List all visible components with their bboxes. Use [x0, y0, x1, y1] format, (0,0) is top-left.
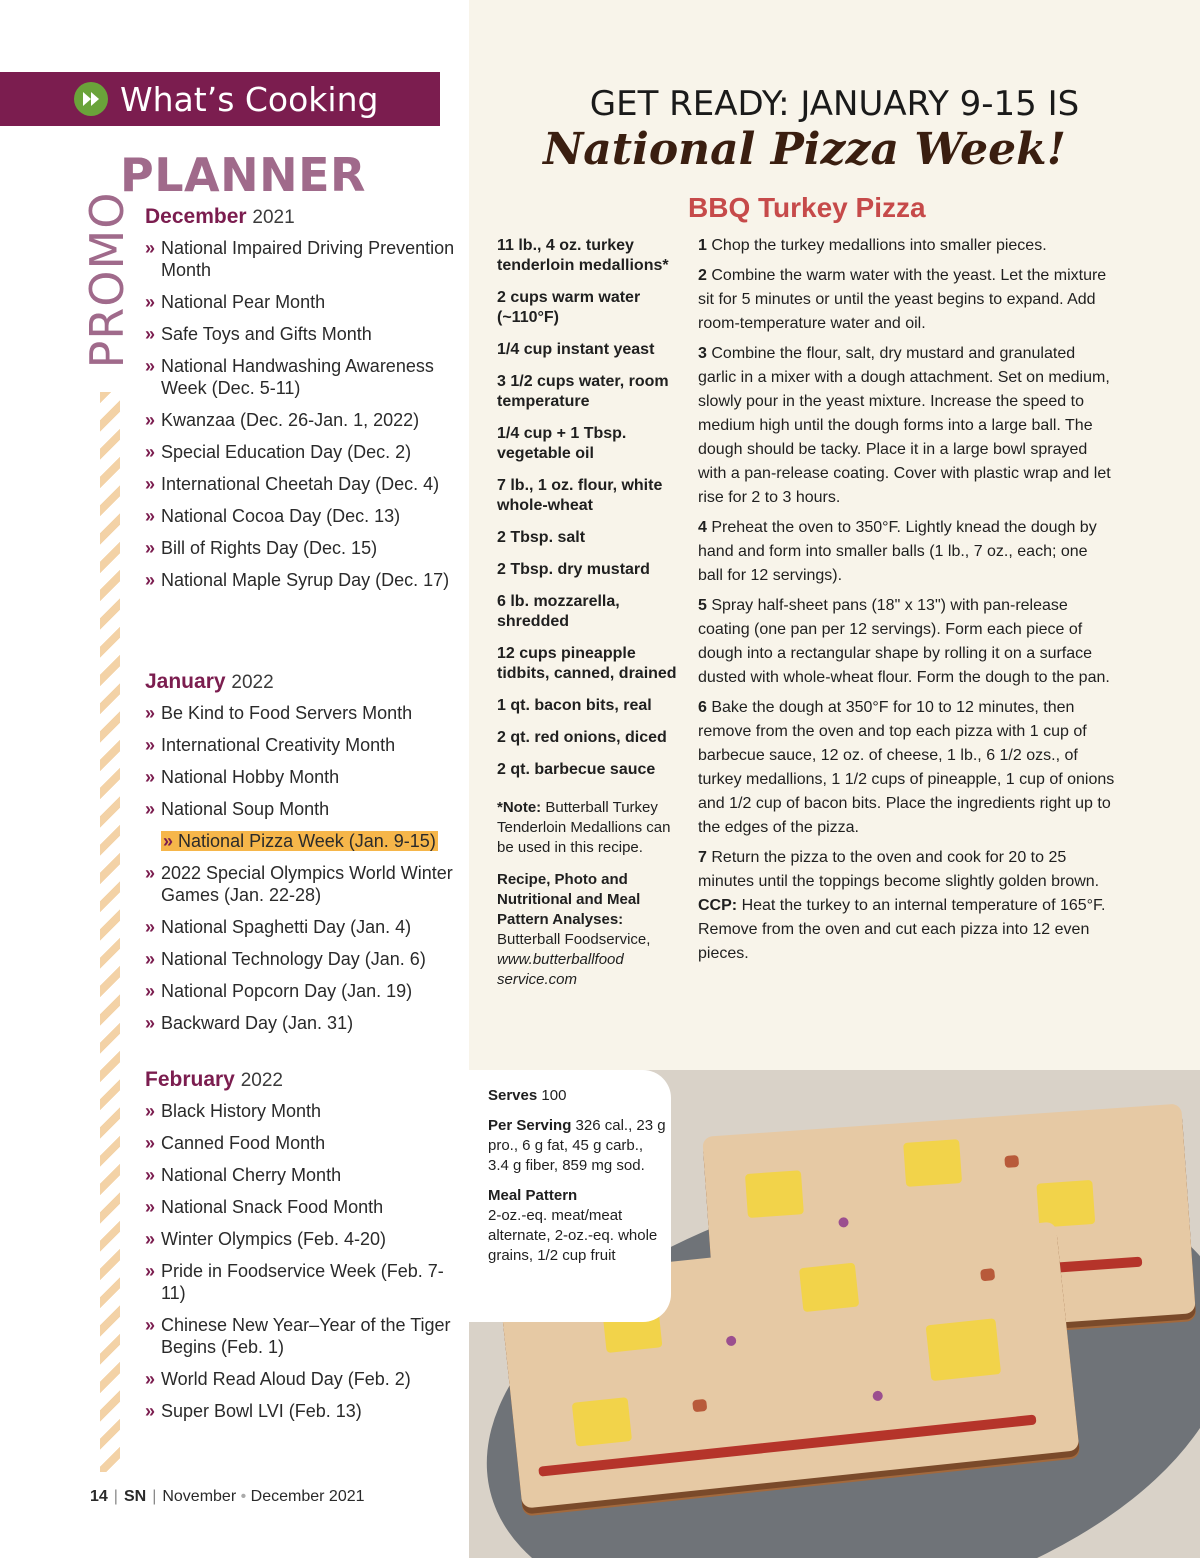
list-item: » National Technology Day (Jan. 6)	[145, 949, 426, 969]
list-item: » National Impaired Driving Prevention Month	[145, 238, 455, 280]
list-item: » 2022 Special Olympics World Winter Games (Jan. 22-28)	[145, 863, 453, 905]
ingredient: 6 lb. mozzarella, shredded	[497, 593, 620, 630]
month-february	[145, 1068, 461, 1432]
list-item: » National Pear Month	[145, 292, 326, 312]
list-item: » National Soup Month	[145, 799, 330, 819]
recipe-step: 1 Chop the turkey medallions into smaller pieces.	[698, 237, 1047, 254]
list-item: » Winter Olympics (Feb. 4-20)	[145, 1229, 387, 1249]
list-item: » Super Bowl LVI (Feb. 13)	[145, 1401, 362, 1421]
list-item: » Chinese New Year–Year of the Tiger Begins (Feb. 1)	[145, 1315, 451, 1357]
list-item: » Be Kind to Food Servers Month	[145, 703, 413, 723]
recipe-credit: Recipe, Photo and Nutritional and Meal Pattern Analyses: Butterball Foodservice, www.butterballfood service.com	[497, 870, 679, 990]
month-heading: January 2022	[145, 670, 274, 693]
list-item: » National Cocoa Day (Dec. 13)	[145, 506, 401, 526]
recipe-title: BBQ Turkey Pizza	[688, 192, 926, 223]
list-item: » National Snack Food Month	[145, 1197, 384, 1217]
ingredient: 1/4 cup instant yeast	[497, 341, 655, 358]
fast-forward-icon	[74, 82, 108, 116]
list-item: » National Maple Syrup Day (Dec. 17)	[145, 570, 450, 590]
recipe-step: 4 Preheat the oven to 350°F. Lightly knead the dough by hand and form into smaller balls (1 lb., 7 oz., each; one ball for 12 servings).	[698, 519, 1097, 584]
recipe-step: 2 Combine the warm water with the yeast. Let the mixture sit for 5 minutes or until the yeast begins to expand. Add room-temperature water and oil.	[698, 267, 1107, 332]
magazine-name: SN	[123, 1488, 147, 1505]
section-header-bar	[0, 72, 440, 126]
decorative-stripe	[100, 392, 120, 1472]
list-item: » National Cherry Month	[145, 1165, 342, 1185]
list-item: » Safe Toys and Gifts Month	[145, 324, 372, 344]
list-item: » National Popcorn Day (Jan. 19)	[145, 981, 413, 1001]
recipe-step: 6 Bake the dough at 350°F for 10 to 12 minutes, then remove from the oven and top each pizza with 1 cup of barbecue sauce, 12 oz. of cheese, 1 lb., 6 1/2 ozs., of turkey medallions, 1 1/2 cups of pineapple, 1 cup of onions and 1/2 cup of bacon bits. Place the ingredients right up to the edges of the pizza.	[698, 699, 1115, 836]
ingredient: 2 qt. red onions, diced	[497, 729, 667, 746]
ingredients-list	[497, 236, 679, 990]
per-serving: Per Serving 326 cal., 23 g pro., 6 g fat, 45 g carb., 3.4 g fiber, 859 mg sod.	[488, 1117, 666, 1174]
list-item: » Special Education Day (Dec. 2)	[145, 442, 412, 462]
section-header-title: What’s Cooking	[120, 80, 379, 119]
list-item: » Bill of Rights Day (Dec. 15)	[145, 538, 378, 558]
list-item: » International Creativity Month	[145, 735, 396, 755]
ingredient: 12 cups pineapple tidbits, canned, drained	[497, 645, 677, 682]
ingredient: 2 Tbsp. salt	[497, 529, 586, 546]
ingredient: 1 qt. bacon bits, real	[497, 697, 652, 714]
month-december	[145, 205, 461, 601]
list-item: » Canned Food Month	[145, 1133, 326, 1153]
list-item: » National Hobby Month	[145, 767, 340, 787]
ingredient: 7 lb., 1 oz. flour, white whole-wheat	[497, 477, 663, 514]
month-heading: December 2021	[145, 205, 295, 228]
recipe-step: 3 Combine the flour, salt, dry mustard and granulated garlic in a mixer with a dough attachment. Set on medium, slowly pour in the yeast mixture. Increase the speed to medium high until the dough forms into a large ball. The dough should be tacky. Place it in a large bowl sprayed with a pan-release coating. Cover with plastic wrap and let rise for 2 to 3 hours.	[698, 345, 1111, 506]
month-january	[145, 670, 461, 1044]
issue-month-2: December 2021	[250, 1488, 365, 1505]
serves: Serves 100	[488, 1087, 567, 1104]
issue-month: November	[162, 1488, 237, 1505]
recipe-note: *Note: Butterball Turkey Tenderloin Medallions can be used in this recipe.	[497, 799, 671, 856]
list-item-highlighted: » National Pizza Week (Jan. 9-15)	[163, 831, 436, 851]
page-footer: 14 | SN | November • December 2021	[90, 1488, 365, 1505]
recipe-step: 5 Spray half-sheet pans (18" x 13") with pan-release coating (one pan per 12 servings). Form each piece of dough into a rectangular shape by rolling it on a surface dusted with whole-wheat flour. Form the dough to the pan.	[698, 597, 1110, 686]
ingredient: 11 lb., 4 oz. turkey tenderloin medallions*	[497, 237, 669, 274]
list-item: » Pride in Foodservice Week (Feb. 7-11)	[145, 1261, 444, 1303]
list-item: » International Cheetah Day (Dec. 4)	[145, 474, 440, 494]
list-item: » Kwanzaa (Dec. 26-Jan. 1, 2022)	[145, 410, 420, 430]
promo-vertical-label: PROMO	[80, 191, 134, 369]
list-item: » World Read Aloud Day (Feb. 2)	[145, 1369, 411, 1389]
hero-title: National Pizza Week!	[543, 124, 1066, 175]
list-item: » Backward Day (Jan. 31)	[145, 1013, 354, 1033]
ingredient: 2 Tbsp. dry mustard	[497, 561, 650, 578]
credit-url: www.butterballfood service.com	[497, 951, 624, 988]
month-heading: February 2022	[145, 1068, 283, 1091]
nutrition-info	[488, 1086, 668, 1276]
ingredient: 2 qt. barbecue sauce	[497, 761, 656, 778]
planner-title: PLANNER	[120, 148, 366, 202]
meal-pattern: Meal Pattern 2-oz.-eq. meat/meat alternate, 2-oz.-eq. whole grains, 1/2 cup fruit	[488, 1187, 658, 1264]
list-item: » National Spaghetti Day (Jan. 4)	[145, 917, 412, 937]
recipe-steps	[698, 234, 1116, 972]
ingredient: 1/4 cup + 1 Tbsp. vegetable oil	[497, 425, 627, 462]
list-item: » National Handwashing Awareness Week (Dec. 5-11)	[145, 356, 434, 398]
ingredient: 3 1/2 cups water, room temperature	[497, 373, 669, 410]
list-item: » Black History Month	[145, 1101, 322, 1121]
hero-kicker: GET READY: JANUARY 9-15 IS	[589, 84, 1080, 124]
page-number: 14	[90, 1488, 108, 1505]
ingredient: 2 cups warm water (~110°F)	[497, 289, 641, 326]
recipe-step: 7 Return the pizza to the oven and cook for 20 to 25 minutes until the toppings become slightly golden brown. CCP: Heat the turkey to an internal temperature of 165°F. Remove from the oven and cut each pizza into 12 even pieces.	[698, 849, 1106, 962]
